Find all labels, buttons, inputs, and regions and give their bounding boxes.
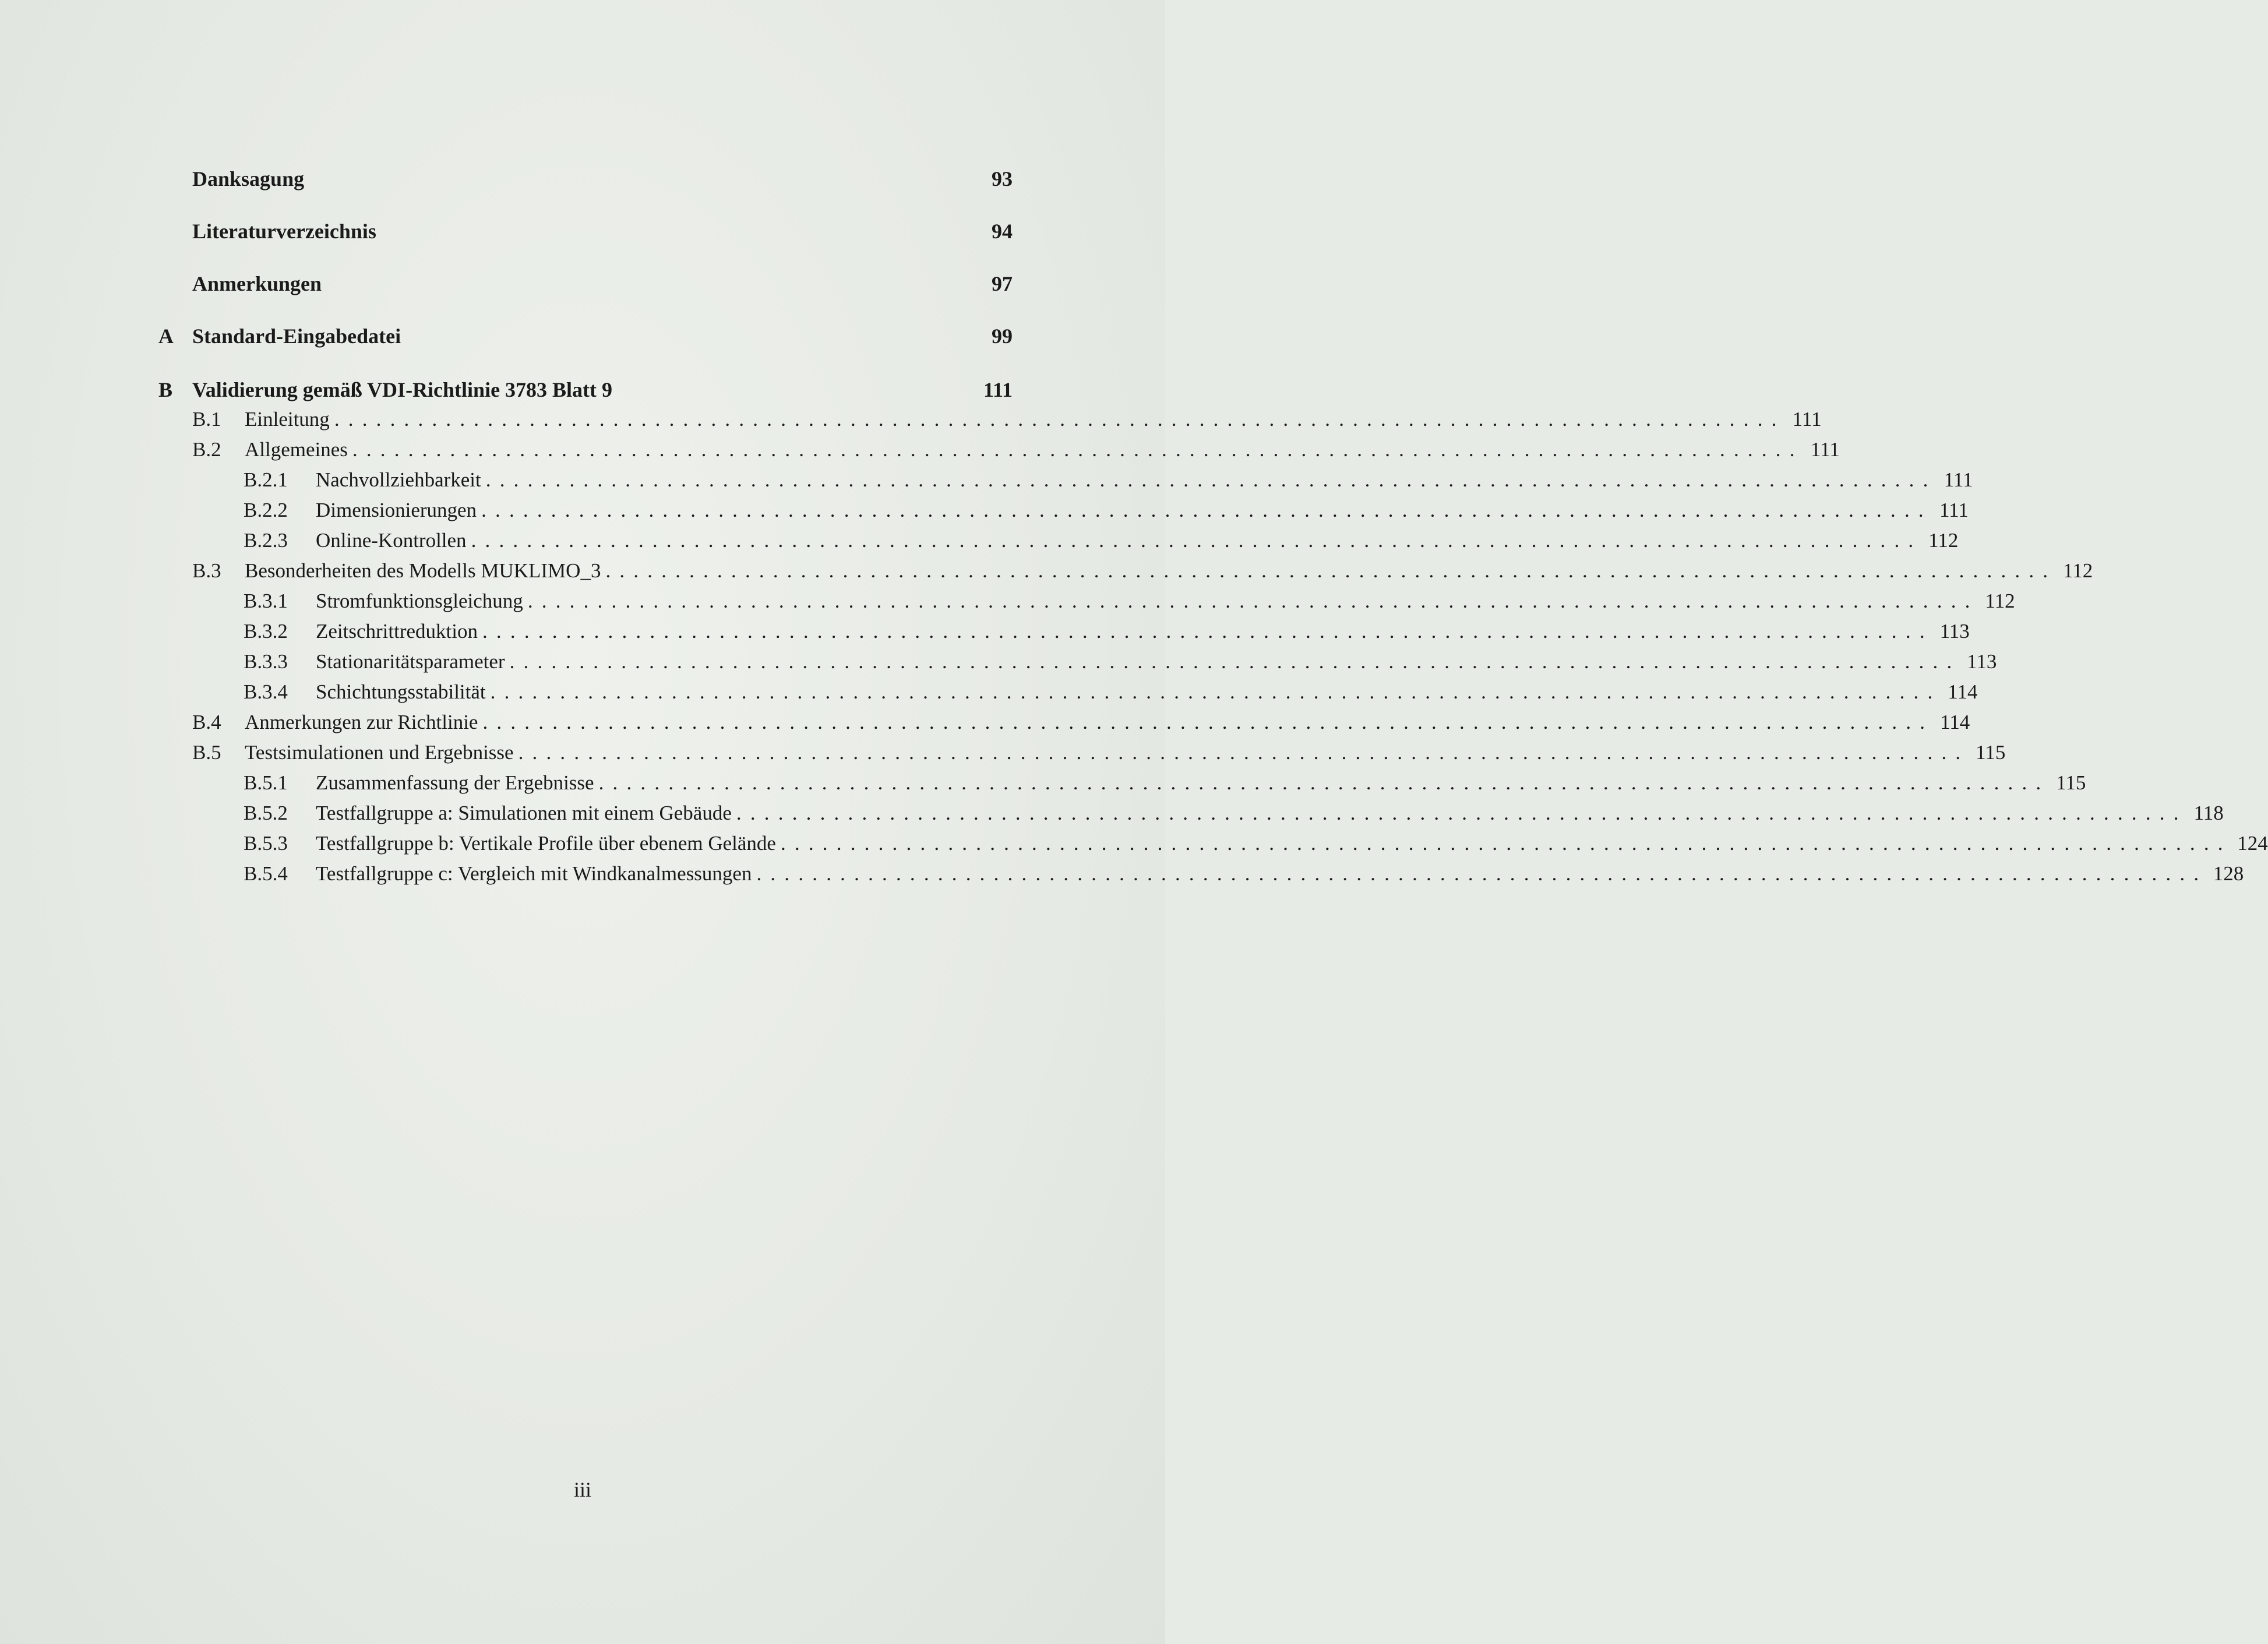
entry-number: B.5 — [192, 741, 221, 764]
chapter-title: Validierung gemäß VDI-Richtlinie 3783 Blatt 9 — [192, 378, 613, 401]
dot-leader: ........................................................................................................ — [605, 559, 2057, 582]
chapter-title: Danksagung — [192, 167, 305, 190]
entry-title: Stromfunktionsgleichung — [316, 590, 523, 612]
dot-leader: ........................................................................................................ — [471, 529, 1923, 552]
entry-title: Zeitschrittreduktion — [316, 620, 478, 643]
entry-number: B.3.4 — [244, 680, 288, 703]
toc-entry-b3[interactable] — [158, 559, 2093, 586]
entry-page: 113 — [1939, 620, 1970, 643]
entry-title: Online-Kontrollen — [316, 529, 467, 552]
entry-page: 111 — [1792, 408, 1822, 431]
chapter-page: 93 — [992, 167, 1013, 190]
dot-leader: ........................................................................................................ — [780, 832, 2232, 855]
toc-chapter-danksagung[interactable] — [158, 167, 1013, 193]
dot-leader: ........................................................................................................ — [518, 741, 1970, 764]
entry-page: 115 — [2056, 771, 2086, 794]
entry-page: 114 — [1948, 680, 1978, 703]
entry-page: 112 — [1985, 590, 2015, 612]
dot-leader: ........................................................................................................ — [756, 862, 2208, 885]
toc-entry-b22[interactable] — [158, 499, 1969, 525]
entry-number: B.5.3 — [244, 832, 288, 855]
dot-leader: ........................................................................................................ — [736, 802, 2188, 824]
entry-page: 128 — [2213, 862, 2244, 885]
toc-entry-b21[interactable] — [158, 468, 1973, 495]
entry-number: B.3.1 — [244, 590, 288, 612]
entry-number: B.4 — [192, 711, 221, 733]
toc-entry-b4[interactable] — [158, 711, 1970, 738]
toc-entry-b23[interactable] — [158, 529, 1959, 556]
entry-title: Zusammenfassung der Ergebnisse — [316, 771, 594, 794]
toc-entry-b5[interactable] — [158, 741, 2006, 768]
toc-entry-b31[interactable] — [158, 590, 2015, 616]
entry-title: Testfallgruppe b: Vertikale Profile über ebenem Gelände — [316, 832, 776, 855]
toc-entry-b33[interactable] — [158, 650, 1997, 677]
entry-title: Stationaritätsparameter — [316, 650, 505, 673]
page-number: iii — [573, 1478, 591, 1501]
toc-entry-b1[interactable] — [158, 408, 1822, 435]
toc-entry-b51[interactable] — [158, 771, 2086, 798]
entry-page: 124 — [2237, 832, 2268, 855]
chapter-page: 94 — [992, 220, 1013, 243]
entry-number: B.2.2 — [244, 499, 288, 521]
entry-number: B.5.1 — [244, 771, 288, 794]
entry-title: Nachvollziehbarkeit — [316, 468, 481, 491]
entry-title: Dimensionierungen — [316, 499, 477, 521]
chapter-page: 111 — [983, 378, 1013, 401]
entry-number: B.2.1 — [244, 468, 288, 491]
chapter-title: Anmerkungen — [192, 272, 322, 295]
dot-leader: ........................................................................................................ — [598, 771, 2050, 794]
dot-leader: ........................................................................................................ — [490, 680, 1942, 703]
entry-title: Testsimulationen und Ergebnisse — [245, 741, 514, 764]
entry-page: 112 — [1928, 529, 1959, 552]
entry-title: Einleitung — [245, 408, 330, 431]
entry-title: Schichtungsstabilität — [316, 680, 486, 703]
toc-entry-b53[interactable] — [158, 832, 2268, 859]
dot-leader: ........................................................................................................ — [509, 650, 1961, 673]
toc-chapter-anmerkungen[interactable] — [158, 271, 1013, 298]
entry-page: 118 — [2193, 802, 2224, 824]
chapter-title: Standard-Eingabedatei — [192, 324, 401, 348]
entry-title: Testfallgruppe c: Vergleich mit Windkanalmessungen — [316, 862, 752, 885]
chapter-page: 97 — [992, 272, 1013, 295]
toc-chapter-literaturverzeichnis[interactable] — [158, 219, 1013, 246]
entry-number: B.3.2 — [244, 620, 288, 643]
entry-number: B.2.3 — [244, 529, 288, 552]
toc-chapter-b[interactable] — [158, 378, 1013, 404]
entry-number: B.3 — [192, 559, 221, 582]
entry-number: B.1 — [192, 408, 221, 431]
entry-number: B.5.2 — [244, 802, 288, 824]
chapter-page: 99 — [992, 324, 1013, 348]
dot-leader: ........................................................................................................ — [527, 590, 1979, 612]
entry-title: Anmerkungen zur Richtlinie — [245, 711, 478, 733]
chapter-title: Literaturverzeichnis — [192, 220, 376, 243]
toc-entry-b52[interactable] — [158, 802, 2224, 828]
entry-number: B.5.4 — [244, 862, 288, 885]
dot-leader: ........................................................................................................ — [352, 438, 1804, 461]
chapter-number: A — [158, 324, 174, 348]
entry-page: 111 — [1939, 499, 1969, 521]
entry-page: 113 — [1967, 650, 1997, 673]
dot-leader: ........................................................................................................ — [334, 408, 1786, 431]
toc-entry-b34[interactable] — [158, 680, 1978, 707]
entry-title: Testfallgruppe a: Simulationen mit einem Gebäude — [316, 802, 732, 824]
entry-number: B.3.3 — [244, 650, 288, 673]
toc-entry-b54[interactable] — [158, 862, 2244, 889]
entry-title: Besonderheiten des Modells MUKLIMO_3 — [245, 559, 601, 582]
entry-page: 112 — [2063, 559, 2093, 582]
dot-leader: ........................................................................................................ — [485, 468, 1937, 491]
entry-page: 114 — [1940, 711, 1970, 733]
chapter-number: B — [158, 378, 173, 401]
dot-leader: ........................................................................................................ — [482, 711, 1934, 733]
entry-number: B.2 — [192, 438, 221, 461]
toc-chapter-a[interactable] — [158, 324, 1013, 351]
toc-entry-b2[interactable] — [158, 438, 1840, 465]
dot-leader: ........................................................................................................ — [482, 620, 1934, 643]
entry-page: 111 — [1810, 438, 1840, 461]
dot-leader: ........................................................................................................ — [481, 499, 1932, 521]
entry-title: Allgemeines — [245, 438, 348, 461]
entry-page: 111 — [1944, 468, 1973, 491]
entry-page: 115 — [1976, 741, 2006, 764]
toc-entry-b32[interactable] — [158, 620, 1970, 647]
